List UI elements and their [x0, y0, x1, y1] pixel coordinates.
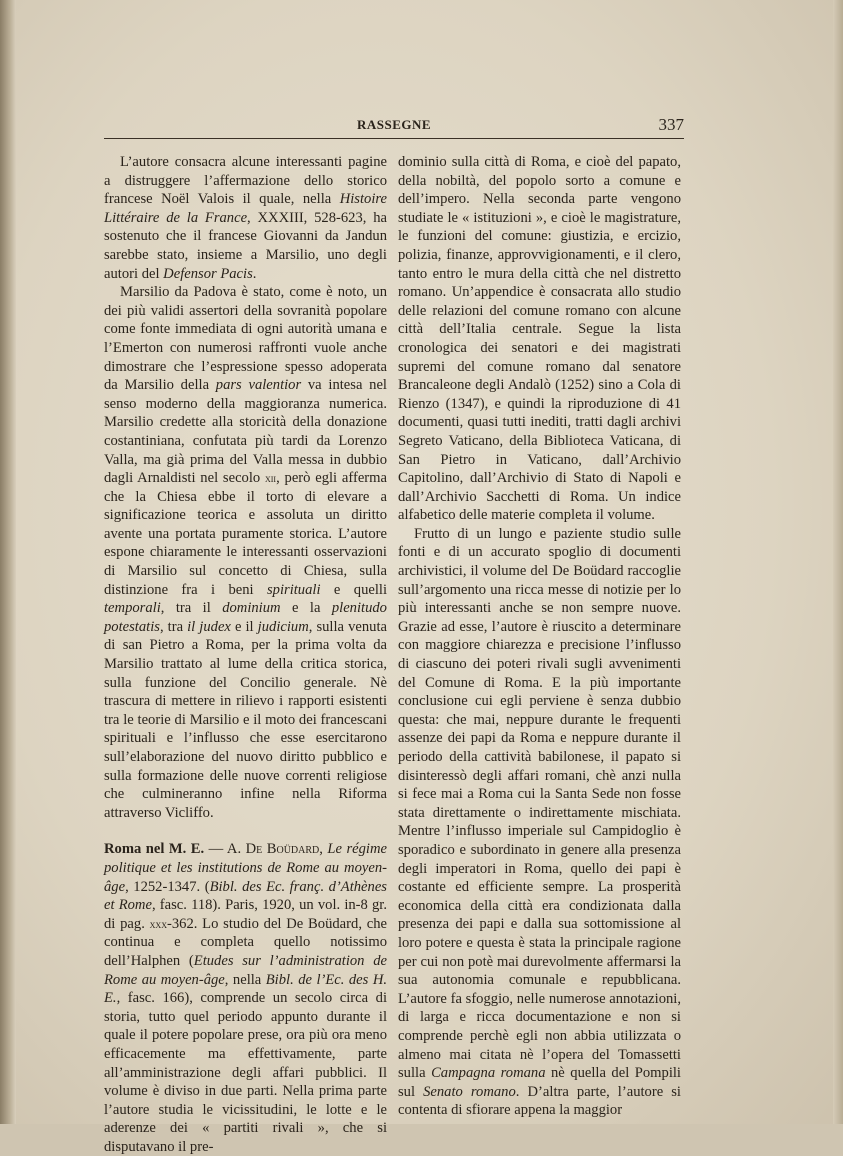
page-edge	[833, 0, 843, 1124]
section-title: RASSEGNE	[356, 117, 432, 132]
review-entry-roma: Roma nel M. E. — A. De Boüdard, Le régime politique et les institutions de Rome au moyen-âge, 1252-1347. (Bibl. des Ec. franç. d’Athènes et Rome, fasc. 118). Paris, 1920, un vol. in-8 gr. di pag. xxx-362. Lo studio del De Boüdard, che continua e completa quello notissimo dell’Halphen (Etudes sur l’administration de Rome au moyen-âge, nella Bibl. de l’Ec. des H. E., fasc. 166), comprende un secolo circa di storia, tutto quel periodo appunto durante il quale il potere popolare prese, ora più ora meno efficacemente ma effettivamente, parte all’amministrazione degli affari pubblici. Il volume è diviso in due parti. Nella prima parte l’autore studia le vicissitudini, le lotte e le aderenze dei « partiti rivali », che si disputavano il pre-	[104, 841, 388, 1155]
paragraph-frutto: Frutto di un lungo e paziente studio sulle fonti e di un accurato spoglio di documenti archivistici, il volume del De Boüdard raccoglie sull’argomento una ricca messe di notizie per lo più interessanti anche se non sempre nuove. Grazie ad esse, l’autore è riuscito a determinare con maggiore chiarezza e precisione l’influsso di ciascuno dei poteri rivali sugli avvenimenti del Comune di Roma. E la più importante conclusione cui egli perviene è senza dubbio questa: che mai, neppure durante le frequenti assenze dei papi da Roma e neppure durante il periodo della cattività babilonese, il papato si disinteressò degli affari romani, chè anzi nulla si fece mai a Roma cui la Santa Sede non fosse stata direttamente o indirettamente mischiata. Mentre l’influsso imperiale sul Campidoglio è sporadico e subordinato in genere alla presenza degli imperatori in Roma, quello dei papi è costante ed efficiente sempre. La prosperità economica della città era condizionata dalla presenza dei papi e dalla sua sottomissione al loro potere e questa è stata la principale ragione per cui non potè mai durevolmente affermarsi la sua autonomia comunale e repubblicana. L’autore fa sfoggio, nelle numerose annotazioni, di larga e ricca documentazione e non si comprende perchè egli non abbia utilizzata o almeno mai citata nè l’opera del Tomassetti sulla Campagna romana nè quella del Pompili sul Senato romano. D’altra parte, l’autore si contenta di sfiorare appena la maggior	[398, 525, 681, 1119]
header-rule	[104, 138, 684, 139]
running-head	[104, 115, 684, 137]
paragraph-marsilio: Marsilio da Padova è stato, come è noto, un dei più validi assertori della sovranità popolare come fonte immediata di ogni autorità umana e l’Emerton con numerosi raffronti vuole anche dimostrare che l’espressione spesso adoperata da Marsilio della pars valentior va intesa nel senso moderno della maggioranza numerica. Marsilio credette alla storicità della donazione costantiniana, confutata più tardi da Lorenzo Valla, ma già prima del Valla messa in dubbio dagli Arnaldisti nel secolo xii, però egli afferma che la Chiesa ebbe il torto di elevare a significazione teorica e assoluta un diritto avente una portata puramente storica. L’autore espone chiaramente le interessanti osservazioni di Marsilio sul concetto di Chiesa, sulla distinzione fra i beni spirituali e quelli temporali, tra il dominium e la plenitudo potestatis, tra il judex e il judicium, sulla venuta di san Pietro a Roma, per la prima volta da Marsilio trattato al lume della critica storica, sulla funzione del Concilio generale. Nè trascura di mettere in rilievo i rapporti esistenti tra le teorie di Marsilio e il moto dei francescani spirituali e l’influsso che esse esercitarono sull’elaborazione del nuovo diritto pubblico e sulla formazione delle nuove correnti religiose che culmineranno infine nella Riforma attraverso Vicliffo.	[104, 284, 388, 821]
right-column	[398, 153, 681, 1120]
review-heading: Roma nel M. E.	[104, 841, 205, 858]
paragraph-valois: L’autore consacra alcune interessanti pagine a distruggere l’affermazione dello storico francese Noël Valois il quale, nella Histoire Littéraire de la France, XXXIII, 528-623, ha sostenuto che il francese Giovanni da Jandun sarebbe stato, insieme a Marsilio, uno degli autori del Defensor Pacis.	[104, 154, 387, 282]
page-number: 337	[658, 115, 684, 134]
paragraph-dominio: dominio sulla città di Roma, e cioè del papato, della nobiltà, del popolo sorto a comune e dell’impero. Nella seconda parte vengono studiate le « istituzioni », e cioè le magistrature, le funzioni del comune: giustizia, e ercizio, polizia, finanze, approvvigionamenti, e il clero, tanto entro le mura della città che nel distretto romano. Un’appendice è consacrata allo studio delle relazioni del comune romano con alcune città dell’Italia centrale. Segue la lista cronologica dei senatori e dei magistrati supremi del comune romano dal senatore Brancaleone degli Andalò (1252) sino a Cola di Rienzo (1347), e quindi la riproduzione di 41 documenti, quasi tutti inediti, tratti dagli archivi Segreto Vaticano, della Biblioteca Vaticana, di San Pietro in Vaticano, dall’Archivio Capitolino, dall’Archivio di Stato di Napoli e dall’Archivio Sacchetti di Roma. Un indice alfabetico delle materie completa il volume.	[398, 154, 681, 524]
author-name: De Boüdard	[245, 841, 320, 858]
left-column	[104, 153, 387, 1156]
book-title: Le régime politique et les institutions de Rome au moyen-âge	[104, 841, 387, 895]
book-spine-shadow	[0, 0, 16, 1124]
